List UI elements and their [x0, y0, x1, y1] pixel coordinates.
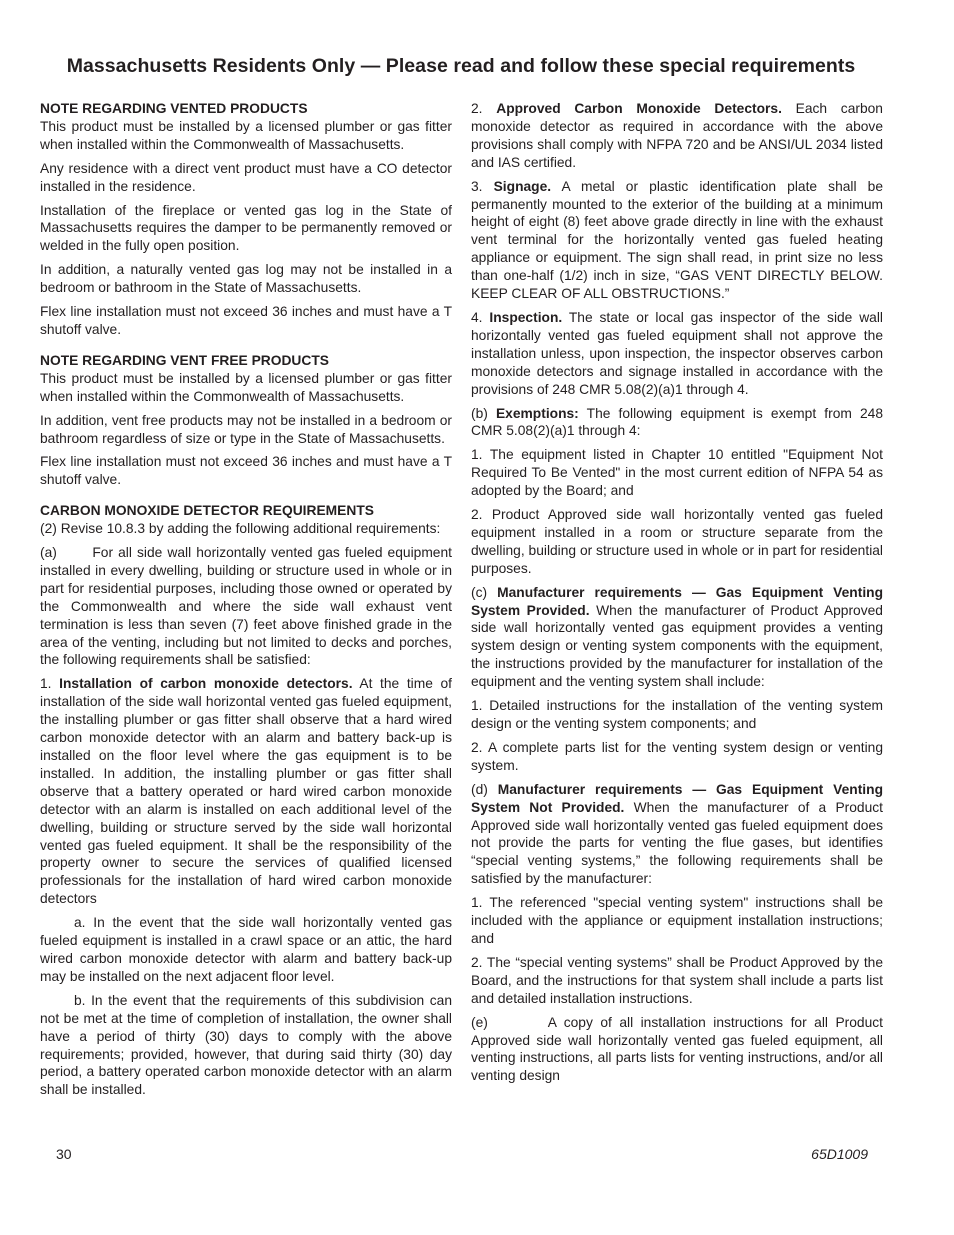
co-clause-1b: b. In the event that the requirements of this subdivision can not be met at the time of completion of installation, the owner shall have a period of thirty (30) days to comply with the above requirements; provided, however, that during said thirty (30) day period, a battery operated carbon monoxide detector with an alarm shall be installed. — [40, 992, 452, 1098]
clause-b-1: 1. The equipment listed in Chapter 10 entitled "Equipment Not Required To Be Vented" in the most current edition of NFPA 54 as adopted by the Board; and — [471, 447, 883, 499]
co-clause-a: (a) For all side wall horizontally vented gas fueled equipment installed in every dwelling, building or structure used in whole or in part for residential purposes, including those owned or operated by the Commonwealth and where the side wall exhaust vent termination is less than seven (7) feet above finished grade in the area of the venting, including but not limited to decks and porches, the following requirements shall be satisfied: — [40, 545, 452, 668]
clause-c-text: When the manufacturer of Product Approved side wall horizontally vented gas equipment provides a venting system design or venting system components with the equipment, the instructions provided by the manufacturer for installation of the equipment and the venting system shall include: — [471, 602, 883, 690]
clause-3 — [471, 178, 883, 303]
clause-3-title: Signage. — [493, 178, 552, 194]
clause-d-text: When the manufacturer of a Product Approved side wall horizontally vented gas fueled equipment does not provide the parts for venting the flue gases, but identifies “special venting systems,” the following requirements shall be satisfied by the manufacturer: — [471, 799, 884, 887]
page-number: 30 — [56, 1146, 72, 1162]
clause-d-2: 2. The “special venting systems” shall be Product Approved by the Board, and the instructions for that system shall include a parts list and detailed installation instructions. — [471, 954, 883, 1006]
right-column — [471, 100, 883, 1091]
clause-c-2: 2. A complete parts list for the venting system design or venting system. — [471, 739, 883, 773]
co-clause-1-text: At the time of installation of the side wall horizontal vented gas fueled equipment, the installing plumber or gas fitter shall observe that a hard wired carbon monoxide detector with an alarm and battery back-up is installed on the floor level where the gas equipment is to be installed. In addition, the installing plumber or gas fitter shall observe that a battery operated or hard wired carbon monoxide detector with an alarm is installed on each additional level of the dwelling, building or structure served by the side wall horizontal vented gas fueled equipment. It shall be the responsibility of the property owner to secure the services of qualified licensed professionals for the installation of hard wired carbon monoxide detectors — [40, 676, 452, 907]
vented-paragraph-3: Installation of the fireplace or vented gas log in the State of Massachusetts requires the damper to be permanently removed or welded in the fully open position. — [40, 202, 452, 254]
clause-2-text: Each carbon monoxide detector as required in accordance with the above provisions shall comply with NFPA 720 and be ANSI/UL 2034 listed and IAS certified. — [471, 101, 883, 170]
vent-free-paragraph-3: Flex line installation must not exceed 36 inches and must have a T shutoff valve. — [40, 454, 452, 488]
clause-2-number: 2. — [471, 101, 483, 116]
clause-4-text: The state or local gas inspector of the side wall horizontally vented gas fueled equipment shall not approve the installation unless, upon inspection, the inspector observes carbon monoxide detectors and signage installed in accordance with the provisions of 248 CMR 5.08(2)(a)1 through 4. — [471, 309, 883, 397]
document-code: 65D1009 — [811, 1146, 868, 1162]
clause-e: (e) A copy of all installation instructions for all Product Approved side wall horizontally vented gas fueled equipment, all venting instructions, all parts lists for venting instructions, and/or all venting design — [471, 1014, 883, 1084]
co-clause-1-number: 1. — [40, 676, 52, 692]
clause-3-number: 3. — [471, 178, 483, 194]
clause-d-title: Manufacturer requirements — Gas Equipment Venting System Not Provided. — [471, 781, 883, 815]
clause-d-label: (d) — [471, 781, 488, 797]
vented-paragraph-5: Flex line installation must not exceed 36 inches and must have a T shutoff valve. — [40, 304, 452, 337]
co-revision-paragraph: (2) Revise 10.8.3 by adding the following additional requirements: — [40, 521, 441, 537]
page-title: Massachusetts Residents Only — Please read and follow these special requirements — [66, 55, 856, 77]
co-detector-heading: CARBON MONOXIDE DETECTOR REQUIREMENTS — [40, 503, 374, 519]
clause-4-number: 4. — [471, 309, 483, 325]
vent-free-paragraph-1: This product must be installed by a licensed plumber or gas fitter when installed within the Commonwealth of Massachusetts. — [40, 370, 452, 404]
vented-paragraph-1: This product must be installed by a licensed plumber or gas fitter when installed within the Commonwealth of Massachusetts. — [40, 118, 452, 152]
vented-paragraph-4: In addition, a naturally vented gas log may not be installed in a bedroom or bathroom in the State of Massachusetts. — [40, 262, 452, 296]
clause-4-title: Inspection. — [489, 309, 563, 325]
clause-c-title: Manufacturer requirements — Gas Equipment Venting System Provided. — [471, 584, 884, 618]
co-clause-1a: a. In the event that the side wall horizontally vented gas fueled equipment is installed in a crawl space or an attic, the hard wired carbon monoxide detector with alarm and battery back-up may be installed on the next adjacent floor level. — [40, 915, 452, 984]
clause-3-text: A metal or plastic identification plate shall be permanently mounted to the exterior of the building at a minimum height of eight (8) feet above grade directly in line with the exhaust vent terminal for the horizontally vented gas fueled heating appliance or equipment. The sign shall read, in print size no less than one-half (1/2) inch in size, “GAS VENT DIRECTLY BELOW. KEEP CLEAR OF ALL OBSTRUCTIONS.” — [471, 178, 883, 302]
clause-2 — [471, 100, 883, 172]
co-clause-1 — [40, 675, 452, 908]
clause-b-title: Exemptions: — [495, 405, 579, 421]
clause-c-1: 1. Detailed instructions for the installation of the venting system design or the venting system components; and — [471, 698, 883, 731]
clause-d-1: 1. The referenced "special venting system" instructions shall be included with the appliance or equipment installation instructions; and — [471, 895, 883, 946]
clause-b-label: (b) — [471, 405, 488, 421]
vented-paragraph-2: Any residence with a direct vent product must have a CO detector installed in the residence. — [40, 160, 452, 194]
clause-c — [471, 584, 883, 691]
vent-free-products-heading: NOTE REGARDING VENT FREE PRODUCTS — [40, 352, 329, 368]
clause-b-text: The following equipment is exempt from 248 CMR 5.08(2)(a)1 through 4: — [471, 405, 883, 439]
vent-free-paragraph-2: In addition, vent free products may not be installed in a bedroom or bathroom regardless of size or type in the State of Massachusetts. — [40, 412, 452, 446]
clause-b — [471, 405, 883, 441]
clause-c-label: (c) — [471, 584, 488, 600]
co-clause-1-title: Installation of carbon monoxide detectors. — [59, 676, 353, 692]
vented-products-heading: NOTE REGARDING VENTED PRODUCTS — [40, 101, 308, 116]
left-column — [40, 100, 452, 1105]
clause-2-title: Approved Carbon Monoxide Detectors. — [496, 101, 782, 116]
clause-b-2: 2. Product Approved side wall horizontally vented gas fueled equipment installed in a room or structure separate from the dwelling, building or structure used in whole or in part for residential purposes. — [471, 507, 883, 576]
clause-4 — [471, 309, 883, 399]
clause-d — [471, 781, 883, 888]
